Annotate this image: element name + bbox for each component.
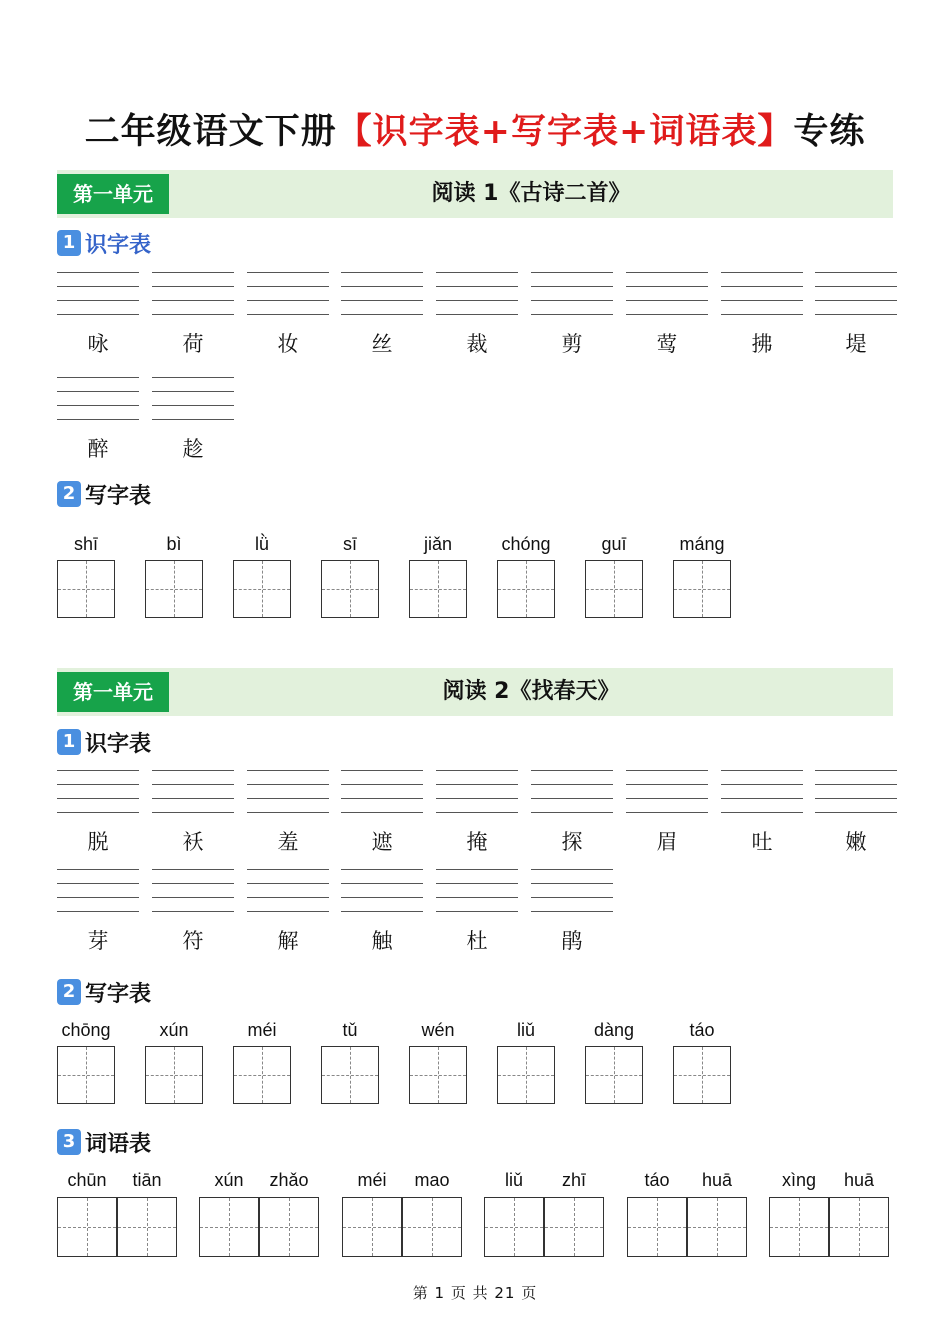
pinyin-label: jiǎn [423,534,453,554]
character: 眉 [656,830,678,854]
pinyin-writing-lines [57,869,139,913]
character: 醉 [87,437,109,461]
pinyin-label: máng [679,534,725,554]
character: 掩 [466,830,488,854]
pinyin-writing-lines [436,770,518,814]
character: 触 [371,929,393,953]
pinyin-label: chūn [67,1170,107,1190]
pinyin-writing-lines [721,770,803,814]
writing-grid [199,1197,259,1257]
character: 遮 [371,830,393,854]
pinyin-writing-lines [815,272,897,316]
pinyin-label: shī [73,534,98,554]
character: 拂 [751,332,773,356]
pinyin-label: méi [247,1020,277,1040]
page-footer: 第 1 页 共 21 页 [412,1284,538,1302]
writing-grid [145,1046,203,1104]
character: 鹃 [561,929,583,953]
pinyin-label: méi [357,1170,387,1190]
pinyin-label: huā [701,1170,733,1190]
pinyin-label: sī [342,534,357,554]
character: 袄 [182,830,204,854]
lesson-title: 阅读 1《古诗二首》 [431,181,631,206]
pinyin-writing-lines [531,272,613,316]
section-label: 识字表 [85,232,152,258]
lesson1-banner [57,170,893,218]
pinyin-label: xún [159,1020,189,1040]
pinyin-label: huā [843,1170,875,1190]
writing-grid [544,1197,604,1257]
writing-grid [233,1046,291,1104]
character: 丝 [371,332,393,356]
character: 脱 [87,830,109,854]
pinyin-label: tǔ [342,1020,358,1040]
writing-grid [484,1197,544,1257]
writing-grid [627,1197,687,1257]
pinyin-label: dàng [593,1020,635,1040]
pinyin-label: táo [689,1020,715,1040]
writing-grid [342,1197,402,1257]
pinyin-label: bì [166,534,182,554]
section-label: 词语表 [85,1131,152,1157]
lesson2-write-heading [57,977,151,1007]
section-number-badge: 1 [57,729,81,755]
lesson2-recognize-heading [57,727,151,757]
pinyin-writing-lines [626,272,708,316]
character: 莺 [656,332,678,356]
writing-grid [117,1197,177,1257]
section-label: 写字表 [85,981,152,1007]
pinyin-writing-lines [57,272,139,316]
title-prefix: 二年级语文下册 [84,112,337,152]
pinyin-label: lǜ [254,534,269,554]
writing-grid [402,1197,462,1257]
writing-grid [687,1197,747,1257]
pinyin-writing-lines [247,770,329,814]
pinyin-label: guī [601,534,627,554]
character: 杜 [466,929,488,953]
pinyin-writing-lines [341,770,423,814]
character: 裁 [466,332,488,356]
section-label: 写字表 [85,483,152,509]
writing-grid [673,560,731,618]
writing-grid [497,560,555,618]
character: 荷 [182,332,204,356]
pinyin-label: táo [644,1170,670,1190]
page-title [0,104,950,154]
character: 嫩 [845,830,867,854]
writing-grid [673,1046,731,1104]
character: 剪 [561,332,583,356]
section-label: 识字表 [85,731,152,757]
writing-grid [585,1046,643,1104]
character: 解 [277,929,299,953]
pinyin-writing-lines [436,869,518,913]
writing-grid [585,560,643,618]
pinyin-label: xìng [781,1170,817,1190]
character: 趁 [182,437,204,461]
character: 芽 [87,929,109,953]
pinyin-label: chōng [61,1020,111,1040]
lesson1-write-heading [57,479,151,509]
pinyin-label: xún [214,1170,244,1190]
character: 咏 [87,332,109,356]
writing-grid [259,1197,319,1257]
writing-grid [145,560,203,618]
section-number-badge: 1 [57,230,81,256]
pinyin-writing-lines [247,869,329,913]
pinyin-writing-lines [152,377,234,421]
character: 妆 [277,332,299,356]
section-number-badge: 2 [57,979,81,1005]
pinyin-label: zhī [561,1170,586,1190]
pinyin-writing-lines [152,770,234,814]
lesson2-words-heading [57,1127,151,1157]
pinyin-writing-lines [57,770,139,814]
writing-grid [57,1197,117,1257]
writing-grid [497,1046,555,1104]
pinyin-label: chóng [501,534,551,554]
unit-tag: 第一单元 [57,672,169,712]
writing-grid [409,560,467,618]
pinyin-label: mao [414,1170,450,1190]
pinyin-writing-lines [721,272,803,316]
pinyin-writing-lines [247,272,329,316]
pinyin-writing-lines [626,770,708,814]
writing-grid [769,1197,829,1257]
pinyin-label: zhǎo [269,1170,309,1190]
pinyin-writing-lines [815,770,897,814]
writing-grid [57,560,115,618]
pinyin-writing-lines [152,272,234,316]
pinyin-writing-lines [436,272,518,316]
pinyin-writing-lines [341,869,423,913]
pinyin-writing-lines [341,272,423,316]
character: 羞 [277,830,299,854]
pinyin-writing-lines [531,770,613,814]
pinyin-writing-lines [152,869,234,913]
lesson-title: 阅读 2《找春天》 [442,679,620,704]
pinyin-writing-lines [531,869,613,913]
title-suffix: 专练 [793,112,866,152]
section-number-badge: 2 [57,481,81,507]
title-highlight: 【识字表+写字表+词语表】 [336,112,794,152]
writing-grid [321,1046,379,1104]
writing-grid [321,560,379,618]
section-number-badge: 3 [57,1129,81,1155]
character: 堤 [845,332,867,356]
pinyin-writing-lines [57,377,139,421]
character: 探 [561,830,583,854]
writing-grid [409,1046,467,1104]
character: 符 [182,929,204,953]
pinyin-label: wén [421,1020,455,1040]
pinyin-label: tiān [132,1170,162,1190]
writing-grid [57,1046,115,1104]
writing-grid [829,1197,889,1257]
unit-tag: 第一单元 [57,174,169,214]
pinyin-label: liǔ [516,1020,535,1040]
lesson2-banner [57,668,893,716]
writing-grid [233,560,291,618]
pinyin-label: liǔ [504,1170,523,1190]
lesson1-recognize-heading [57,228,151,258]
character: 吐 [751,830,773,854]
